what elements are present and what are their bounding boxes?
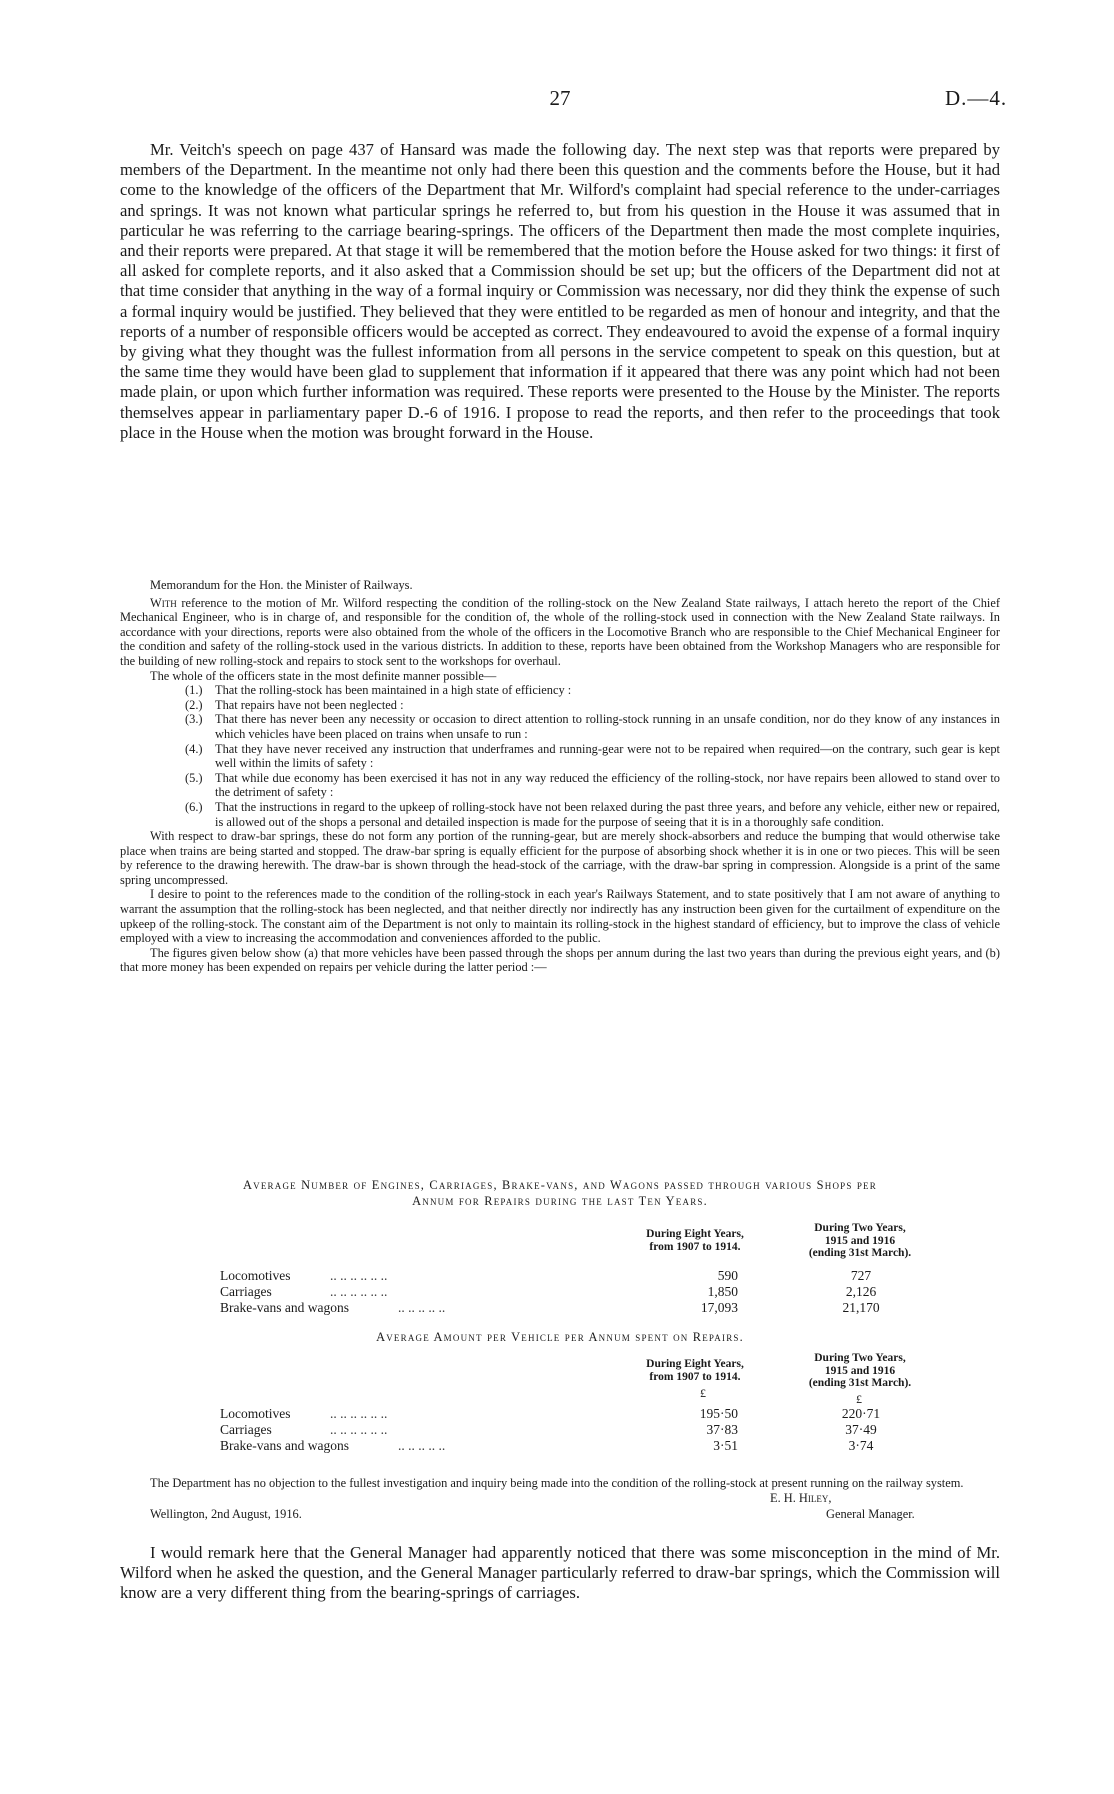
- list-item-text: That repairs have not been neglected :: [215, 697, 404, 712]
- memorandum: [120, 578, 1000, 975]
- row-value-eight-years: 590: [717, 1268, 738, 1283]
- col-header-line: During Eight Years,: [646, 1358, 744, 1370]
- list-item-number: (4.): [185, 741, 203, 756]
- row-value-two-years: 727: [850, 1268, 872, 1283]
- row-label: Carriages: [220, 1422, 272, 1437]
- list-item: [185, 683, 1000, 698]
- list-item-text: That the rolling-stock has been maintained in a high state of efficiency :: [215, 683, 572, 698]
- memo-opening-word: With: [150, 595, 177, 610]
- row-label: Brake-vans and wagons: [220, 1300, 349, 1315]
- table1-title-line1: Average Number of Engines, Carriages, Brake-vans, and Wagons passed through various Shops per: [243, 1178, 877, 1192]
- signer-title: General Manager.: [826, 1507, 915, 1521]
- list-item: [185, 770, 1000, 800]
- col-header-line: During Eight Years,: [646, 1228, 744, 1240]
- col-header-line: During Two Years,: [814, 1222, 906, 1234]
- leader-dots: .. .. .. .. .. ..: [330, 1284, 388, 1299]
- leader-dots: .. .. .. .. ..: [398, 1438, 446, 1453]
- leader-dots: .. .. .. .. .. ..: [330, 1406, 388, 1421]
- row-label: Locomotives: [220, 1406, 291, 1421]
- row-value-eight-years: 17,093: [700, 1300, 738, 1315]
- table2-col2-header: [785, 1352, 935, 1390]
- memo-drawbar-paragraph: With respect to draw-bar springs, these do not form any portion of the running-gear, but are merely shock-absorbers and reduce the bumping that would otherwise take place when trains are being started and stopped. The draw-bar spring is equally efficient for the purpose of absorbing shock whether it is in one or two pieces. This will be seen by reference to the drawing herewith. The draw-bar is shown through the head-stock of the carriage, with the draw-bar spring in compression. Alongside is a print of the same spring uncompressed.: [120, 829, 1000, 887]
- leader-dots: .. .. .. .. .. ..: [330, 1268, 388, 1283]
- table1-title-line2: Annum for Repairs during the last Ten Years.: [412, 1194, 708, 1208]
- row-label: Carriages: [220, 1284, 272, 1299]
- list-item-text: That while due economy has been exercised it has not in any way reduced the efficiency of the rolling-stock, nor have repairs been allowed to stand over to the detriment of safety :: [215, 770, 1000, 800]
- list-item-number: (2.): [185, 697, 203, 712]
- list-item: [185, 741, 1000, 771]
- unit-symbol: £: [856, 1392, 862, 1406]
- row-label: Brake-vans and wagons: [220, 1438, 349, 1453]
- row-label: Locomotives: [220, 1268, 291, 1283]
- memo-date: Wellington, 2nd August, 1916.: [150, 1507, 302, 1521]
- table-row: [220, 1422, 980, 1438]
- leader-dots: .. .. .. .. .. ..: [330, 1422, 388, 1437]
- memo-list: [120, 683, 1000, 829]
- list-item-number: (1.): [185, 683, 203, 698]
- list-item-number: (5.): [185, 770, 203, 785]
- table2-col1-header: [620, 1358, 770, 1383]
- table-row: [220, 1284, 980, 1300]
- row-value-eight-years: 3·51: [713, 1438, 738, 1453]
- row-value-two-years: 37·49: [845, 1422, 877, 1437]
- col-header-line: (ending 31st March).: [808, 1247, 912, 1259]
- col-header-line: 1915 and 1916: [824, 1364, 896, 1377]
- leader-dots: .. .. .. .. ..: [398, 1300, 446, 1315]
- list-item-number: (3.): [185, 712, 203, 727]
- table1: [220, 1214, 980, 1315]
- list-item-number: (6.): [185, 799, 203, 814]
- table-row: [220, 1406, 980, 1422]
- row-value-two-years: 2,126: [845, 1284, 877, 1299]
- signer-name: E. H. Hiley,: [770, 1491, 832, 1505]
- table-row: [220, 1268, 980, 1284]
- closing-text: The Department has no objection to the fullest investigation and inquiry being made into the condition of the rolling-stock at present running on the railway system.: [150, 1476, 964, 1490]
- table-row: [220, 1438, 980, 1454]
- table1-col2-header: [785, 1222, 935, 1260]
- unit-symbol: £: [700, 1386, 706, 1400]
- col-header-line: (ending 31st March).: [808, 1377, 912, 1389]
- page-number: 27: [549, 86, 571, 110]
- memo-opening: [120, 596, 1000, 669]
- table1-col1-header: [620, 1228, 770, 1253]
- col-header-line: 1915 and 1916: [824, 1234, 896, 1247]
- list-item-text: That the instructions in regard to the upkeep of rolling-stock have not been relaxed during the past three years, and before any vehicle, either new or repaired, is allowed out of the shops a personal and detailed inspection is made for the purpose of seeing that it is in a thoroughly safe condition.: [215, 799, 1000, 829]
- row-value-two-years: 220·71: [841, 1406, 881, 1421]
- table2: [220, 1346, 980, 1456]
- body-paragraph-final: I would remark here that the General Manager had apparently noticed that there was some misconception in the mind of Mr. Wilford when he asked the question, and the General Manager particularly referred to draw-bar springs, which the Commission will know are a very different thing from the bearing-springs of carriages.: [120, 1543, 1000, 1603]
- row-value-eight-years: 1,850: [707, 1284, 738, 1299]
- row-value-eight-years: 195·50: [699, 1406, 738, 1421]
- list-item: [185, 799, 1000, 829]
- table2-title: Average Amount per Vehicle per Annum spent on Repairs.: [376, 1330, 744, 1344]
- document-reference: D.—4.: [945, 86, 1008, 110]
- body-paragraph-1: Mr. Veitch's speech on page 437 of Hansard was made the following day. The next step was that reports were prepared by members of the Department. In the meantime not only had there been this question and the comments before the House, but it had come to the knowledge of the officers of the Department that Mr. Wilford's complaint had special reference to the under-carriages and springs. It was not known what particular springs he referred to, but from his question in the House it was assumed that in particular he was referring to the carriage bearing-springs. The officers of the Department then made the most complete inquiries, and their reports were prepared. At that stage it will be remembered that the motion before the House asked for two things: it first of all asked for complete reports, and it also asked that a Commission should be set up; but the officers of the Department did not at that time consider that anything in the way of a formal inquiry or Commission was necessary, nor did they think the expense of such a formal inquiry would be justified. They believed that they were entitled to be regarded as men of honour and integrity, and that the reports of a number of responsible officers would be accepted as correct. They endeavoured to avoid the expense of a formal inquiry by giving what they thought was the fullest information from all persons in the service competent to speak on this question, but at the same time they would have been glad to supplement that information if it appeared that there was any point which had not been made plain, or upon which further information was required. These reports were presented to the House by the Minister. The reports themselves appear in parliamentary paper D.-6 of 1916. I propose to read the reports, and then refer to the proceedings that took place in the House when the motion was brought forward in the House.: [120, 140, 1000, 442]
- memo-opening-text: reference to the motion of Mr. Wilford respecting the condition of the rolling-stock on the New Zealand State railways, I attach hereto the report of the Chief Mechanical Engineer, who is in charge of, and responsible for the condition of, the whole of the rolling-stock used in connection with the New Zealand State railways. In accordance with your directions, reports were also obtained from the whole of the officers in the Locomotive Branch who are responsible to the Chief Mechanical Engineer for the condition and safety of the rolling-stock used in the various districts. In addition to these, reports have been obtained from the Workshop Managers who are responsible for the building of new rolling-stock and repairs to stock sent to the workshops for overhaul.: [120, 595, 1000, 668]
- list-item: [185, 697, 1000, 713]
- table-row: [220, 1300, 980, 1316]
- list-item: [185, 712, 1000, 741]
- row-value-two-years: 3·74: [848, 1438, 874, 1453]
- col-header-line: from 1907 to 1914.: [649, 1370, 741, 1383]
- col-header-line: During Two Years,: [814, 1352, 906, 1364]
- row-value-eight-years: 37·83: [706, 1422, 738, 1437]
- col-header-line: from 1907 to 1914.: [649, 1240, 741, 1253]
- memo-title: Memorandum for the Hon. the Minister of Railways.: [150, 578, 413, 592]
- list-item-text: That they have never received any instruction that underframes and running-gear were not to be repaired when required—on the contrary, such gear is kept well within the limits of safety :: [215, 741, 1000, 771]
- list-item-text: That there has never been any necessity or occasion to direct attention to rolling-stock running in an unsafe condition, nor do they know of any instances in which vehicles have been placed on trains when unsafe to run :: [215, 712, 1000, 741]
- memo-figures-paragraph: The figures given below show (a) that more vehicles have been passed through the shops per annum during the last two years than during the previous eight years, and (b) that more money has been expended on repairs per vehicle during the latter period :—: [120, 945, 1000, 975]
- memo-closing: [120, 1476, 1000, 1491]
- memo-list-intro: The whole of the officers state in the most definite manner possible—: [150, 668, 497, 683]
- row-value-two-years: 21,170: [842, 1300, 880, 1315]
- memo-desire-paragraph: I desire to point to the references made to the condition of the rolling-stock in each year's Railways Statement, and to state positively that I am not aware of anything to warrant the assumption that the rolling-stock has been neglected, and that neither directly nor indirectly has any instruction been given for the curtailment of expenditure on the upkeep of the rolling-stock. The constant aim of the Department is not only to maintain its rolling-stock in the highest standard of efficiency, but to improve the class of vehicle employed with a view to increasing the accommodation and conveniences afforded to the public.: [120, 887, 1000, 946]
